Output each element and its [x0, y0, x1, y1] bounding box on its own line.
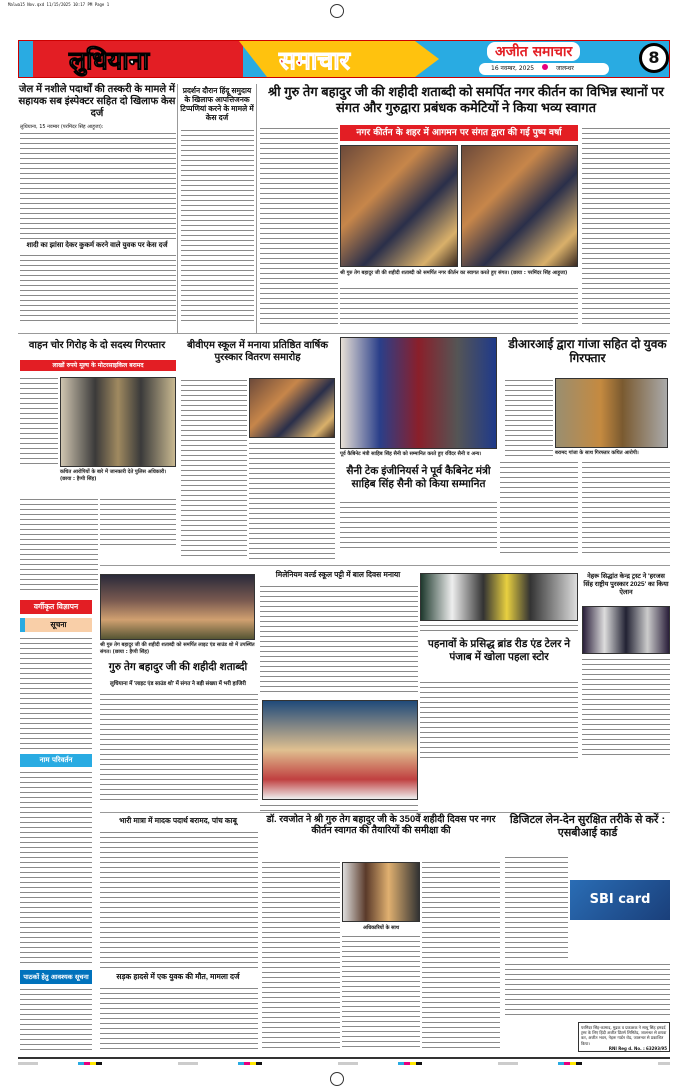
headline-sadak: सड़क हादसे में एक युवक की मौत, मामला दर्ज — [116, 972, 240, 981]
photo-nehru-award — [582, 606, 670, 654]
headline-shatabdi: गुरु तेग बहादुर जी की शहीदी शताब्दी — [108, 661, 248, 673]
lead-caption: श्री गुरु तेग बहादुर जी की शहीदी शताब्दी को समर्पित नगर कीर्तन का स्वागत करते हुए संगत। (छाया : परमिंदर सिंह आहूजा) — [340, 270, 578, 277]
classifieds-title: वर्गीकृत विज्ञापन — [20, 600, 92, 614]
headline-vahan: वाहन चोर गिरोह के दो सदस्य गिरफ्तार — [28, 340, 166, 351]
imprint-box — [578, 1022, 670, 1052]
edition-date: 16 नवम्बर, 2025 — [491, 65, 535, 72]
photo-reid-taylor — [420, 573, 578, 621]
brand-name: अजीत समाचार — [487, 42, 580, 61]
headline-saini: सैनी टेक इंजीनियर्स ने पूर्व कैबिनेट मंत्री साहिब सिंह सैनी को किया सम्मानित — [346, 465, 491, 490]
headline-madak: भारी मात्रा में मादक पदार्थ बरामद, पांच काबू — [119, 816, 237, 825]
print-slug: Malwa15 Nov.qxd 11/15/2025 10:17 PM Page 1 — [8, 2, 110, 7]
registration-mark-icon — [330, 4, 344, 18]
saini-caption: पूर्व कैबिनेट मंत्री साहिब सिंह सैनी को सम्मानित करते हुए रविंदर सैनी व अन्य। — [340, 451, 497, 458]
color-registration-bar — [18, 1062, 670, 1065]
page-number: 8 — [639, 43, 669, 73]
headline-pradarshan: प्रदर्शन दौरान हिंदू समुदाय के खिलाफ आपत्तिजनक टिप्पणियां करने के मामले में केस दर्ज — [180, 86, 254, 122]
shatabdi-caption: श्री गुरु तेग बहादुर जी की शहीदी शताब्दी को समर्पित लाइट एंड साउंड शो में उपस्थित संगत। (छाया : हैप्पी सिंह) — [100, 642, 255, 655]
lead-banner: नगर कीर्तन के शहर में आगमन पर संगत द्वारा की गई पुष्प वर्षा — [340, 125, 578, 141]
separator-dot-icon — [542, 64, 548, 70]
rni-number: RNI Reg d. No. : 63293/95 — [608, 1045, 667, 1051]
dateline-jail: लुधियाना, 15 नवम्बर (परमिंदर सिंह आहूजा): — [20, 124, 104, 130]
readers-notice-label: पाठकों हेतु आवश्यक सूचना — [20, 970, 92, 984]
dri-caption: बरामद गांजा के साथ गिरफ्तार कथित आरोपी। — [555, 450, 668, 457]
photo-ravjot-meeting — [342, 862, 420, 922]
shatabdi-sub: लुधियाना में 'लाइट एंड साउंड शो' में संगत ने बड़ी संख्या में भरी हाजिरी — [110, 681, 246, 687]
headline-jail: जेल में नशीले पदार्थों की तस्करी के मामले में सहायक सब इंस्पेक्टर सहित दो खिलाफ केस दर्ज — [18, 84, 176, 119]
masthead-title-ludhiana: लुधियाना — [69, 47, 150, 75]
vahan-caption: कथित आरोपियों के बारे में जानकारी देते पुलिस अधिकारी। (छाया : हैप्पी सिंह) — [60, 469, 176, 482]
headline-reid: पहनावों के प्रसिद्ध ब्रांड रीड एंड टेलर ने पंजाब में खोला पहला स्टोर — [427, 638, 571, 663]
photo-bvm — [249, 378, 335, 438]
vahan-sub: लाखों रुपये मूल्य के मोटरसाइकिल बरामद — [20, 360, 176, 371]
photo-vahan-arrest — [60, 377, 176, 467]
headline-bvm: बीवीएम स्कूल में मनाया प्रतिष्ठित वार्षिक पुरस्कार वितरण समारोह — [186, 340, 329, 363]
photo-nagar-kirtan-2 — [461, 145, 578, 267]
photo-dri — [555, 378, 668, 448]
photo-nagar-kirtan-1 — [340, 145, 458, 267]
edition-bar — [479, 63, 609, 75]
headline-dri: डीआरआई द्वारा गांजा सहित दो युवक गिरफ्तार — [508, 337, 667, 366]
edition-city: जालन्धर — [555, 65, 574, 72]
photo-childrens-day — [262, 700, 418, 800]
headline-sbi: डिजिटल लेन-देन सुरक्षित तरीके से करें : एसबीआई कार्ड — [509, 814, 666, 840]
ravjot-sub: अधिकारियों के साथ — [362, 925, 400, 931]
notice-label: सूचना — [20, 618, 92, 632]
headline-ravjot: डॉ. रवजोत ने श्री गुरु तेग बहादुर जी के 350वें शहीदी दिवस पर नगर कीर्तन स्वागत की तैयारियों की समीक्षा की — [266, 814, 496, 837]
registration-mark-icon — [330, 1072, 344, 1086]
sbi-card-logo: SBI card — [570, 880, 670, 920]
headline-lead: श्री गुरु तेग बहादुर जी की शहीदी शताब्दी को समर्पित नगर कीर्तन का विभिन्न स्थानों पर संगत और गुरुद्वारा प्रबंधक कमेटियों ने किया भव्य स्वागत — [268, 84, 664, 115]
masthead — [18, 40, 670, 78]
masthead-title-samachar: समाचार — [279, 47, 350, 75]
headline-millennium: मिलेनियम वर्ल्ड स्कूल पट्टी में बाल दिवस मनाया — [275, 570, 401, 579]
imprint-text: परमिंदर सिंह-कामाद, मुद्रक व प्रकाशक ने साधु सिंह हमदर्द ट्रस्ट के लिए हिंदी अजीत प्रिंटर्स लिमिटेड, जालन्धर से छपवा कर, अजीत भवन, नेहरू गार्डन रोड, जालन्धर से प्रकाशित किया। — [581, 1025, 667, 1046]
name-change-label: नाम परिवर्तन — [20, 754, 92, 767]
headline-shaadi: शादी का झांसा देकर कुकर्म करने वाले युवक पर केस दर्ज — [26, 242, 168, 249]
headline-nehru: नेहरू सिद्धांत केन्द्र ट्रस्ट ने 'हरजस सिंह राष्ट्रीय पुरस्कार 2025' का किया ऐलान — [583, 573, 669, 596]
photo-light-sound-show — [100, 574, 255, 640]
photo-saini — [340, 337, 497, 449]
